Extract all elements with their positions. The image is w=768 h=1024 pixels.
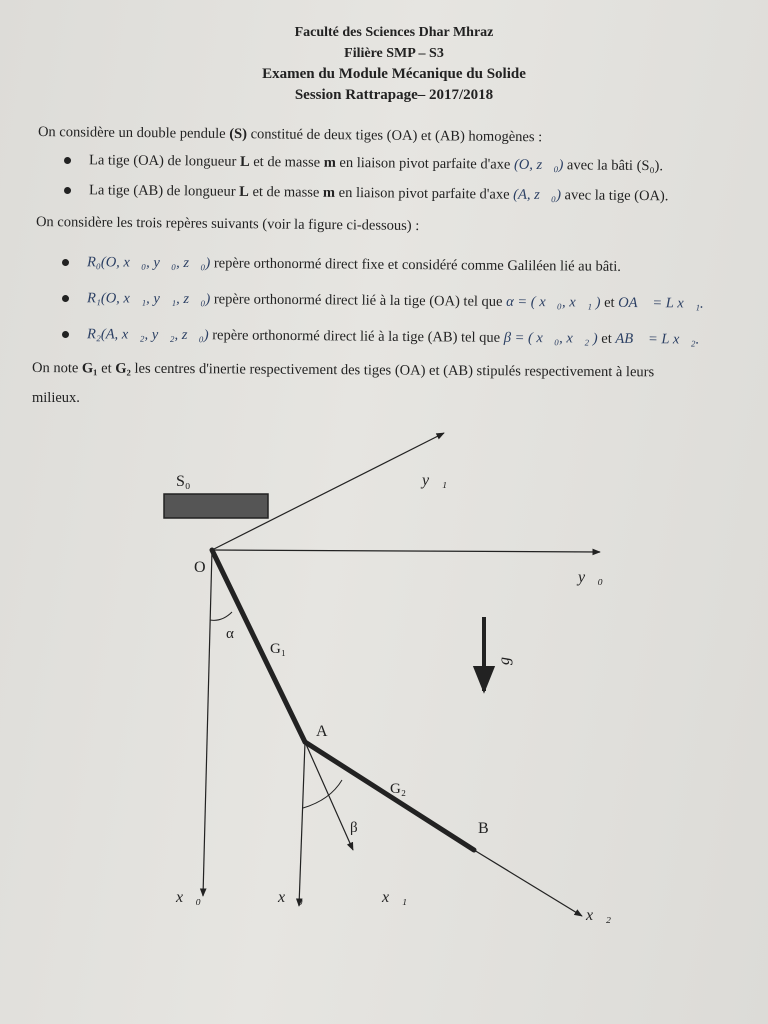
rod-length: L <box>239 153 250 170</box>
label-beta: β <box>350 820 358 836</box>
axis-x0-at-o <box>203 550 212 896</box>
label-x2: x⃗₂ <box>586 907 612 924</box>
axis-y0 <box>212 550 600 552</box>
note-g2: G₂ <box>115 360 131 377</box>
axis-x0-at-a <box>299 742 305 906</box>
frame-r1-vector: OA⃗ = L x⃗₁. <box>618 294 704 312</box>
frame-r1-angle: α = ( x⃗₀, x⃗₁ ) <box>506 293 601 311</box>
frame-r0-math: R₀(O, x⃗₀, y⃗₀, z⃗₀) <box>86 254 211 272</box>
label-alpha: α <box>226 626 234 642</box>
axis-y1 <box>212 433 444 550</box>
frames-intro: On considère les trois repères suivants (voir la figure ci-dessous) : <box>35 214 420 235</box>
label-y0: y⃗₀ <box>578 569 604 586</box>
note-paragraph-line2: milieux. <box>32 390 80 406</box>
label-o: O <box>194 559 206 576</box>
label-x0-left: x⃗₀ <box>176 889 202 906</box>
label-g: g⃗ <box>496 644 513 665</box>
note-text-end: les centres d'inertie respectivement des tiges (OA) et (AB) stipulés respectivement à leurs <box>130 360 655 381</box>
frame-r1-math: R₁(O, x⃗₁, y⃗₁, z⃗₀) <box>86 290 211 308</box>
program-name: Filière SMP – S3 <box>344 46 444 61</box>
intro-text: On considère un double pendule <box>37 124 230 143</box>
rod-text: en liaison pivot parfaite d'axe <box>334 184 514 203</box>
rod-text: et de masse <box>248 183 324 201</box>
frame-r2-text: repère orthonormé direct lié à la tige (AB) tel que <box>208 327 504 346</box>
axis-x2 <box>474 850 582 916</box>
frame-r2-and: et <box>597 330 616 347</box>
note-text: On note <box>31 360 82 377</box>
frame-r2-vector: AB⃗ = L x⃗₂. <box>615 330 700 348</box>
label-y1: y⃗₁ <box>422 472 448 489</box>
angle-alpha-arc <box>210 612 232 620</box>
label-b: B <box>478 820 489 837</box>
label-x1: x⃗₁ <box>382 889 408 906</box>
note-text: et <box>97 360 116 377</box>
label-g1: G₁ <box>270 641 287 657</box>
label-x0-mid: x⃗₀ <box>278 889 304 906</box>
rod-text: La tige (AB) de longueur <box>88 182 240 200</box>
frame-r1-text: repère orthonormé direct lié à la tige (OA) tel que <box>210 291 507 310</box>
rod-axis: (O, z⃗₀) <box>513 156 564 174</box>
intro-text-end: constitué de deux tiges (OA) et (AB) homogènes : <box>246 126 543 146</box>
frame-r0-text: repère orthonormé direct fixe et considéré comme Galiléen lié au bâti. <box>210 255 621 275</box>
rod-text: avec la bâti (S₀). <box>563 157 664 175</box>
rod-axis: (A, z⃗₀) <box>513 186 562 204</box>
rod-oa <box>212 550 305 742</box>
label-s0: S₀ <box>176 473 191 490</box>
label-g2: G₂ <box>390 781 407 797</box>
angle-beta-arc <box>303 780 342 808</box>
rod-text: La tige (OA) de longueur <box>88 152 241 170</box>
faculty-name: Faculté des Sciences Dhar Mhraz <box>294 25 494 40</box>
frame-r2-angle: β = ( x⃗₀, x⃗₂ ) <box>503 329 598 347</box>
exam-title: Examen du Module Mécanique du Solide <box>262 66 526 82</box>
rod-mass: m <box>322 184 336 201</box>
note-g1: G₁ <box>81 360 98 377</box>
rod-text: et de masse <box>249 153 324 171</box>
fixed-support-s0 <box>164 494 268 518</box>
system-label: (S) <box>229 126 248 143</box>
rod-text: avec la tige (OA). <box>560 187 669 205</box>
frame-r2-math: R₂(A, x⃗₂, y⃗₂, z⃗₀) <box>86 326 209 344</box>
exam-session: Session Rattrapage– 2017/2018 <box>294 87 494 103</box>
rod-mass: m <box>323 154 336 171</box>
frame-r1-and: et <box>600 294 619 311</box>
rod-text: en liaison pivot parfaite d'axe <box>335 154 515 173</box>
rod-length: L <box>239 183 249 200</box>
label-a: A <box>316 723 328 740</box>
